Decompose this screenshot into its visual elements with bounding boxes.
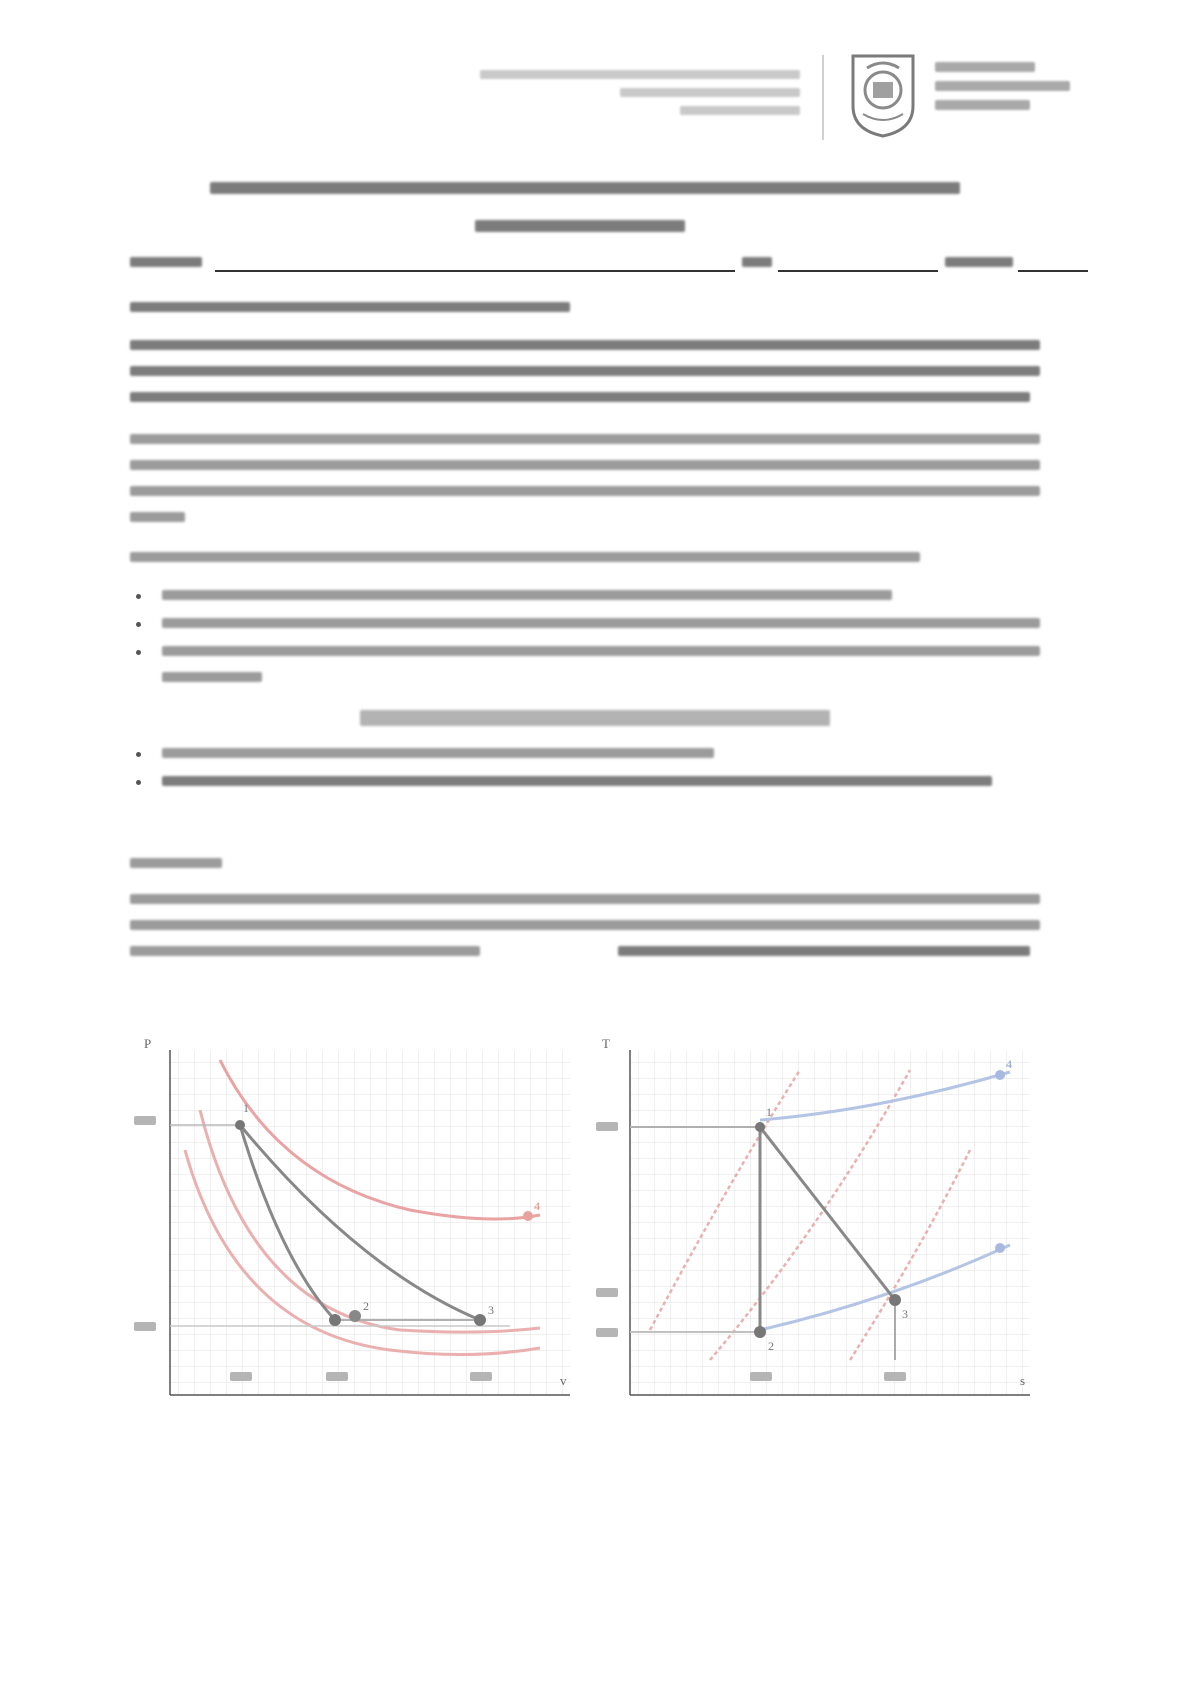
paragraph-line: [130, 434, 1040, 444]
state-label: 3: [902, 1307, 908, 1321]
y-tick-label: [134, 1116, 156, 1125]
state-point: [995, 1243, 1005, 1253]
name-label: [130, 257, 202, 267]
state-label: 3: [488, 1303, 494, 1317]
state-point: [349, 1310, 361, 1322]
state-point: [995, 1070, 1005, 1080]
paragraph-line: [130, 340, 1040, 350]
x-tick-label: [326, 1372, 348, 1381]
exam-time: [475, 220, 685, 232]
pv-diagram: [130, 1030, 590, 1400]
university-name-line: [935, 100, 1030, 110]
y-tick-label: [134, 1322, 156, 1331]
exam-title: [210, 182, 960, 194]
state-label: 2: [768, 1339, 774, 1353]
state-point: [235, 1120, 245, 1130]
state-label: 1: [243, 1101, 249, 1115]
y-tick-label: [596, 1122, 618, 1131]
bullet-item: [162, 646, 1040, 656]
question-line: [130, 946, 480, 956]
ts-diagram: [590, 1030, 1050, 1400]
group-field[interactable]: [1018, 270, 1088, 272]
paragraph-line: [130, 486, 1040, 496]
id-field[interactable]: [778, 270, 938, 272]
department-line: [680, 106, 800, 115]
y-tick-label: [596, 1288, 618, 1297]
question-line: [130, 894, 1040, 904]
bullet-item: [162, 748, 714, 758]
name-field[interactable]: [215, 270, 735, 272]
group-label: [945, 257, 1013, 267]
grid: [630, 1050, 1030, 1395]
paragraph-line: [130, 552, 920, 562]
state-point: [474, 1314, 486, 1326]
state-point: [889, 1294, 901, 1306]
state-label: 1: [766, 1105, 772, 1119]
university-name: [935, 62, 1075, 119]
university-name-line: [935, 81, 1070, 91]
state-label: 4: [534, 1199, 540, 1213]
state-label: 2: [363, 1299, 369, 1313]
subsection-heading: [130, 858, 222, 868]
state-point: [754, 1326, 766, 1338]
bullet-marker: [136, 650, 141, 655]
bullet-item: [162, 618, 1040, 628]
question-line: [130, 920, 1040, 930]
bullet-item: [162, 590, 892, 600]
university-name-line: [935, 62, 1035, 72]
y-axis-label: T: [602, 1036, 610, 1051]
bullet-marker: [136, 752, 141, 757]
department-line: [620, 88, 800, 97]
paragraph-line: [130, 460, 1040, 470]
bullet-item: [162, 672, 262, 682]
bullet-marker: [136, 594, 141, 599]
bullet-item: [162, 776, 992, 786]
paragraph-line: [130, 392, 1030, 402]
paragraph-line: [130, 366, 1040, 376]
state-point: [523, 1211, 533, 1221]
x-axis-label: v: [560, 1373, 567, 1388]
bullet-marker: [136, 622, 141, 627]
x-tick-label: [750, 1372, 772, 1381]
id-label: [742, 257, 772, 267]
state-point: [755, 1122, 765, 1132]
x-axis-label: s: [1020, 1373, 1026, 1388]
x-tick-label: [884, 1372, 906, 1381]
grid: [170, 1050, 570, 1395]
header-divider: [822, 55, 824, 140]
points-note: [618, 946, 1030, 956]
paragraph-line: [130, 512, 185, 522]
y-tick-label: [596, 1328, 618, 1337]
department-header: [470, 70, 800, 124]
department-line: [480, 70, 800, 79]
x-tick-label: [470, 1372, 492, 1381]
y-axis-label: P: [144, 1036, 152, 1051]
x-tick-label: [230, 1372, 252, 1381]
state-label: 4: [1006, 1057, 1012, 1071]
bullet-marker: [136, 780, 141, 785]
university-seal-icon: [847, 48, 919, 138]
section-heading: [130, 302, 570, 312]
formula: [360, 710, 830, 726]
state-point: [329, 1314, 341, 1326]
